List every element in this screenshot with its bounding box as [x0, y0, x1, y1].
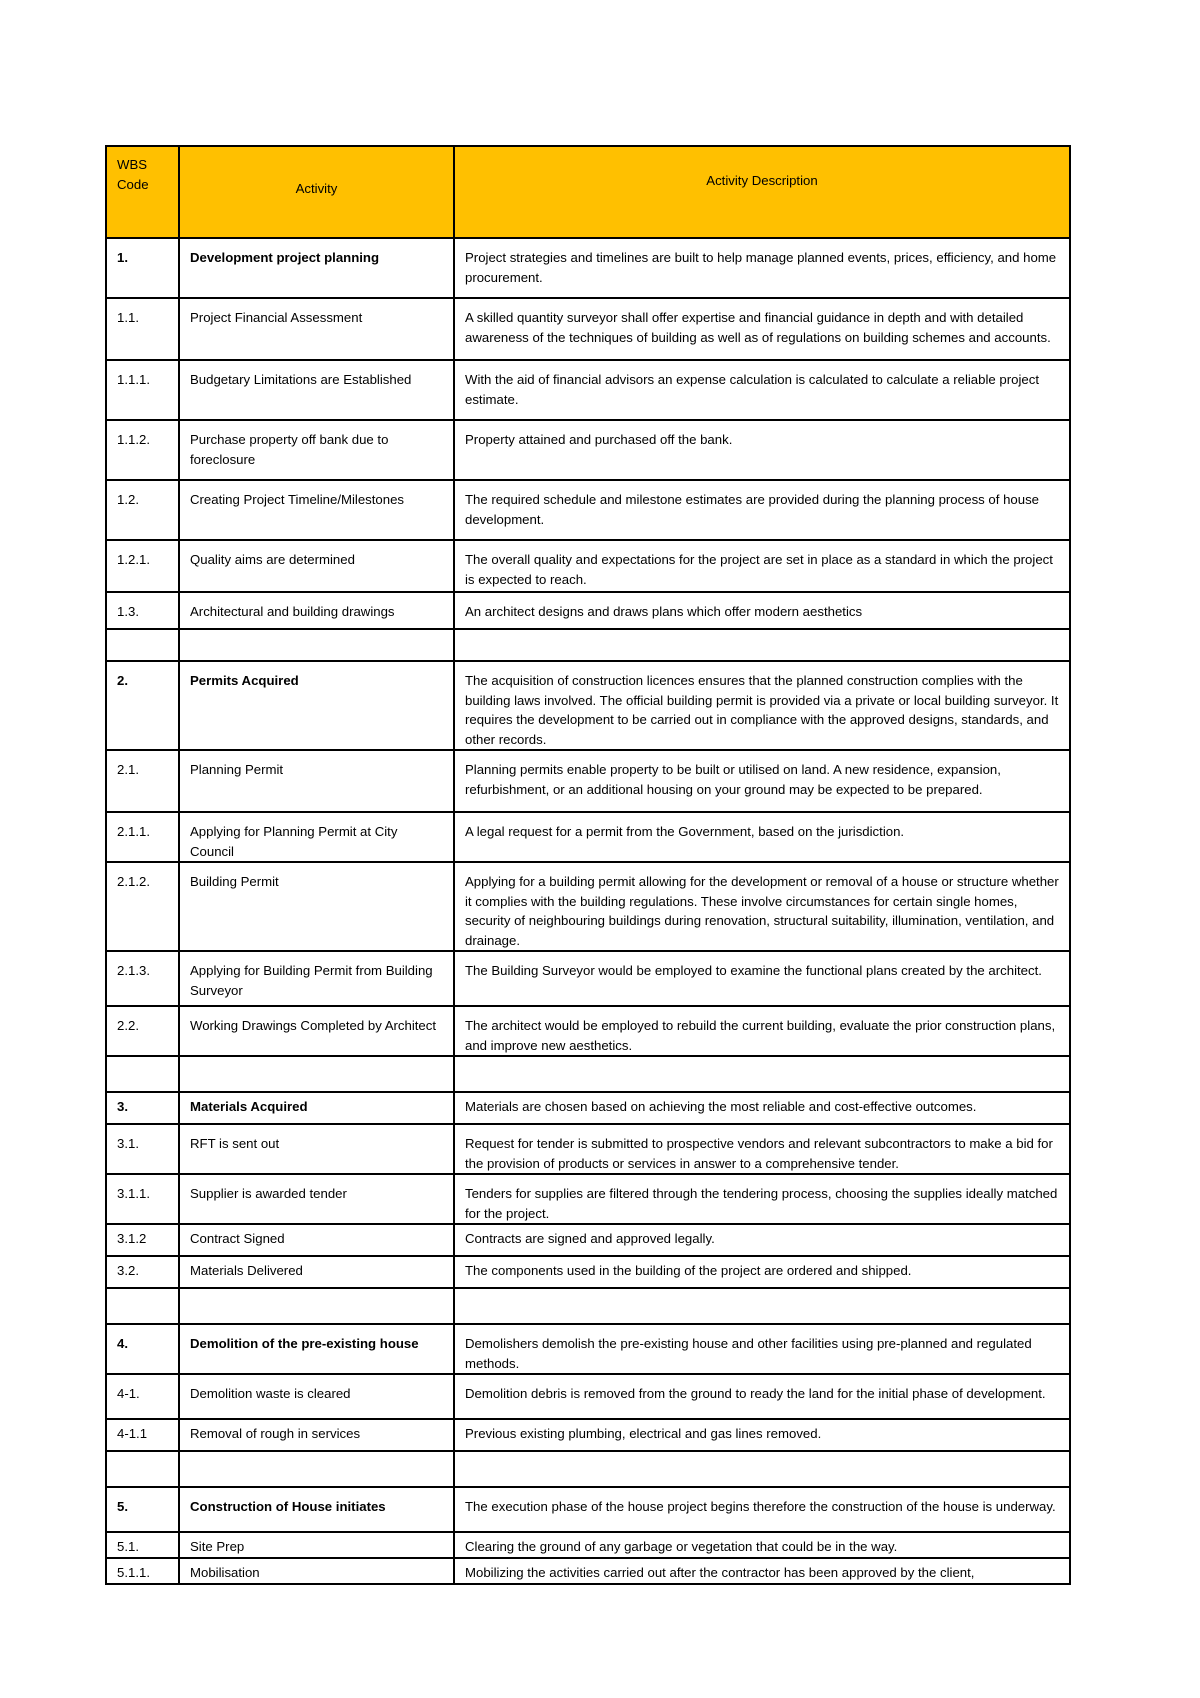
wbs-code-cell	[106, 1056, 179, 1092]
wbs-code-cell: 1.	[106, 238, 179, 298]
table-row	[106, 1224, 1070, 1256]
table-row	[106, 1487, 1070, 1532]
activity-description-cell: The required schedule and milestone estimates are provided during the planning process of house development.	[454, 480, 1070, 540]
wbs-code-cell	[106, 1451, 179, 1487]
table-row	[106, 420, 1070, 480]
wbs-code-cell: 1.2.1.	[106, 540, 179, 592]
wbs-code-cell	[106, 1288, 179, 1324]
activity-cell: Demolition waste is cleared	[179, 1374, 454, 1419]
table-row	[106, 1374, 1070, 1419]
activity-cell: Contract Signed	[179, 1224, 454, 1256]
activity-description-cell: A legal request for a permit from the Government, based on the jurisdiction.	[454, 812, 1070, 862]
wbs-code-cell: 2.1.1.	[106, 812, 179, 862]
wbs-code-cell: 1.1.1.	[106, 360, 179, 420]
activity-cell: Quality aims are determined	[179, 540, 454, 592]
wbs-code-cell: 3.	[106, 1092, 179, 1124]
activity-description-cell: With the aid of financial advisors an expense calculation is calculated to calculate a reliable project estimate.	[454, 360, 1070, 420]
activity-cell: Planning Permit	[179, 750, 454, 812]
wbs-code-cell: 1.1.2.	[106, 420, 179, 480]
table-spacer-row	[106, 629, 1070, 661]
activity-description-cell: The execution phase of the house project begins therefore the construction of the house is underway.	[454, 1487, 1070, 1532]
activity-cell: Development project planning	[179, 238, 454, 298]
activity-cell: Applying for Planning Permit at City Council	[179, 812, 454, 862]
table-body	[106, 238, 1070, 1584]
activity-description-cell: The architect would be employed to rebuild the current building, evaluate the prior construction plans, and improve new aesthetics.	[454, 1006, 1070, 1056]
activity-cell: RFT is sent out	[179, 1124, 454, 1174]
table-row	[106, 1532, 1070, 1558]
activity-description-cell	[454, 1056, 1070, 1092]
activity-cell	[179, 1451, 454, 1487]
activity-description-cell: Contracts are signed and approved legally.	[454, 1224, 1070, 1256]
activity-description-cell: Clearing the ground of any garbage or vegetation that could be in the way.	[454, 1532, 1070, 1558]
wbs-code-cell: 5.1.	[106, 1532, 179, 1558]
activity-description-cell: The overall quality and expectations for the project are set in place as a standard in which the project is expected to reach.	[454, 540, 1070, 592]
activity-cell: Project Financial Assessment	[179, 298, 454, 360]
table-row	[106, 812, 1070, 862]
activity-cell: Applying for Building Permit from Building Surveyor	[179, 951, 454, 1006]
table-row	[106, 1124, 1070, 1174]
activity-description-cell: Property attained and purchased off the bank.	[454, 420, 1070, 480]
activity-cell: Demolition of the pre-existing house	[179, 1324, 454, 1374]
wbs-code-cell: 4-1.	[106, 1374, 179, 1419]
wbs-code-cell: 2.2.	[106, 1006, 179, 1056]
wbs-code-cell: 5.1.1.	[106, 1558, 179, 1584]
header-wbs-code: WBS Code	[106, 146, 179, 238]
activity-description-cell: Materials are chosen based on achieving the most reliable and cost-effective outcomes.	[454, 1092, 1070, 1124]
table-row	[106, 1419, 1070, 1451]
activity-cell: Supplier is awarded tender	[179, 1174, 454, 1224]
activity-description-cell	[454, 1288, 1070, 1324]
activity-cell: Budgetary Limitations are Established	[179, 360, 454, 420]
activity-description-cell: Project strategies and timelines are built to help manage planned events, prices, efficiency, and home procurement.	[454, 238, 1070, 298]
activity-cell: Permits Acquired	[179, 661, 454, 750]
activity-description-cell: Demolishers demolish the pre-existing house and other facilities using pre-planned and regulated methods.	[454, 1324, 1070, 1374]
activity-description-cell: Mobilizing the activities carried out after the contractor has been approved by the client,	[454, 1558, 1070, 1584]
wbs-code-cell: 2.1.2.	[106, 862, 179, 951]
activity-cell	[179, 1288, 454, 1324]
table-row	[106, 540, 1070, 592]
wbs-table	[105, 145, 1071, 1585]
wbs-code-cell: 4.	[106, 1324, 179, 1374]
table-row	[106, 1174, 1070, 1224]
table-row	[106, 1558, 1070, 1584]
activity-description-cell: Previous existing plumbing, electrical and gas lines removed.	[454, 1419, 1070, 1451]
table-row	[106, 951, 1070, 1006]
table-row	[106, 862, 1070, 951]
wbs-code-cell: 1.1.	[106, 298, 179, 360]
wbs-code-cell: 2.1.	[106, 750, 179, 812]
header-activity-description: Activity Description	[454, 146, 1070, 238]
table-row	[106, 238, 1070, 298]
activity-cell: Creating Project Timeline/Milestones	[179, 480, 454, 540]
table-row	[106, 480, 1070, 540]
table-row	[106, 592, 1070, 629]
wbs-code-cell: 1.2.	[106, 480, 179, 540]
activity-cell: Construction of House initiates	[179, 1487, 454, 1532]
activity-description-cell: Request for tender is submitted to prospective vendors and relevant subcontractors to make a bid for the provision of products or services in answer to a comprehensive tender.	[454, 1124, 1070, 1174]
activity-description-cell: The acquisition of construction licences ensures that the planned construction complies with the building laws involved. The official building permit is provided via a private or local building surveyor. It requires the development to be carried out in compliance with the approved designs, standards, and other records.	[454, 661, 1070, 750]
wbs-code-cell: 5.	[106, 1487, 179, 1532]
activity-description-cell: Applying for a building permit allowing for the development or removal of a house or structure whether it complies with the building regulations. These involve circumstances for certain single homes, security of neighbouring buildings during renovation, structural suitability, illumination, ventilation, and drainage.	[454, 862, 1070, 951]
table-header-row	[106, 146, 1070, 238]
activity-cell: Mobilisation	[179, 1558, 454, 1584]
activity-cell: Working Drawings Completed by Architect	[179, 1006, 454, 1056]
wbs-code-cell: 2.	[106, 661, 179, 750]
table-row	[106, 661, 1070, 750]
table-row	[106, 750, 1070, 812]
activity-cell: Materials Delivered	[179, 1256, 454, 1288]
activity-cell: Purchase property off bank due to foreclosure	[179, 420, 454, 480]
wbs-code-cell: 4-1.1	[106, 1419, 179, 1451]
wbs-code-cell: 3.1.2	[106, 1224, 179, 1256]
table-spacer-row	[106, 1288, 1070, 1324]
activity-cell	[179, 1056, 454, 1092]
activity-description-cell: Tenders for supplies are filtered through the tendering process, choosing the supplies ideally matched for the project.	[454, 1174, 1070, 1224]
activity-description-cell: An architect designs and draws plans which offer modern aesthetics	[454, 592, 1070, 629]
table-row	[106, 1092, 1070, 1124]
activity-cell: Materials Acquired	[179, 1092, 454, 1124]
activity-description-cell	[454, 629, 1070, 661]
wbs-code-cell: 1.3.	[106, 592, 179, 629]
activity-cell: Site Prep	[179, 1532, 454, 1558]
header-activity: Activity	[179, 146, 454, 238]
table-spacer-row	[106, 1451, 1070, 1487]
wbs-code-cell: 2.1.3.	[106, 951, 179, 1006]
activity-description-cell: Demolition debris is removed from the ground to ready the land for the initial phase of development.	[454, 1374, 1070, 1419]
wbs-code-cell: 3.1.	[106, 1124, 179, 1174]
table-row	[106, 360, 1070, 420]
wbs-code-cell: 3.1.1.	[106, 1174, 179, 1224]
activity-cell	[179, 629, 454, 661]
table-spacer-row	[106, 1056, 1070, 1092]
activity-description-cell: A skilled quantity surveyor shall offer expertise and financial guidance in depth and with detailed awareness of the techniques of building as well as of regulations on building schemes and accounts.	[454, 298, 1070, 360]
table-row	[106, 1006, 1070, 1056]
wbs-code-cell	[106, 629, 179, 661]
wbs-code-cell: 3.2.	[106, 1256, 179, 1288]
activity-description-cell: Planning permits enable property to be built or utilised on land. A new residence, expansion, refurbishment, or an additional housing on your ground may be expected to be prepared.	[454, 750, 1070, 812]
activity-cell: Building Permit	[179, 862, 454, 951]
activity-description-cell: The Building Surveyor would be employed to examine the functional plans created by the architect.	[454, 951, 1070, 1006]
activity-description-cell	[454, 1451, 1070, 1487]
activity-description-cell: The components used in the building of the project are ordered and shipped.	[454, 1256, 1070, 1288]
table-row	[106, 1256, 1070, 1288]
activity-cell: Architectural and building drawings	[179, 592, 454, 629]
table-row	[106, 1324, 1070, 1374]
table-row	[106, 298, 1070, 360]
activity-cell: Removal of rough in services	[179, 1419, 454, 1451]
